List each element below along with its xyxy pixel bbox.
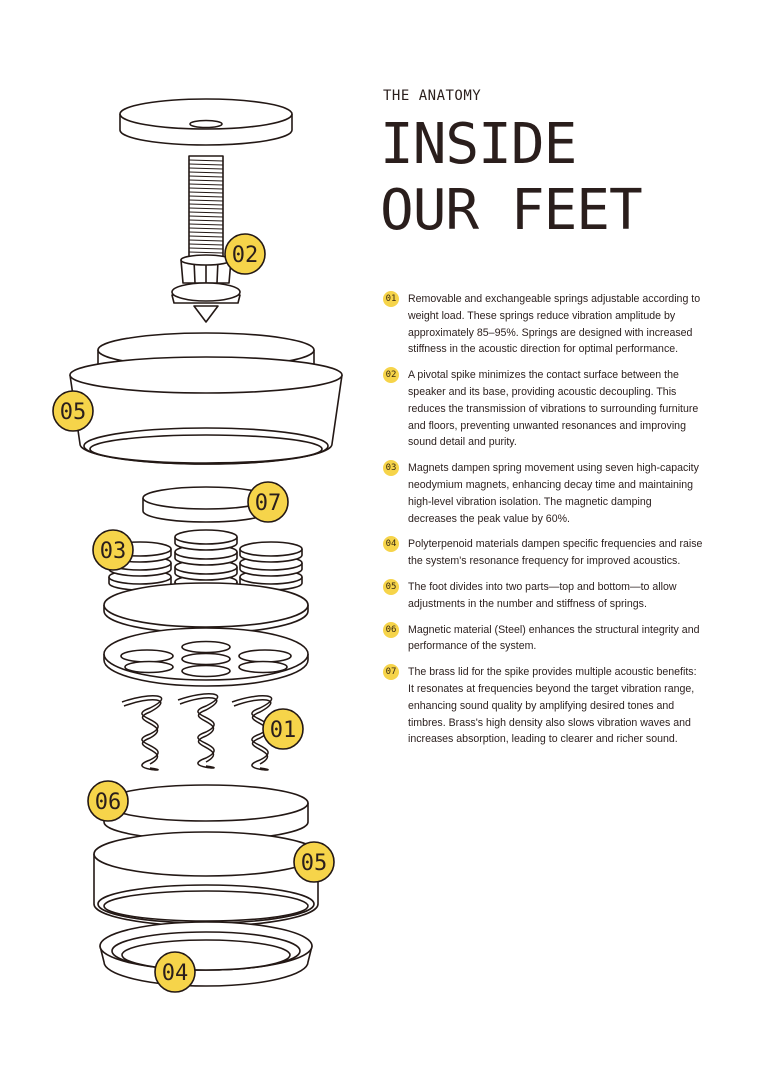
feature-text: Removable and exchangeable springs adjustable according to weight load. These springs reduce vibration amplitude by approximately 85–95%. Springs are designed with increased stiffness in the acoustic direction for optimal performance. xyxy=(408,293,701,356)
feature-text: The brass lid for the spike provides multiple acoustic benefits: It resonates at frequencies beyond the target vibration range, enhancing sound quality by amplifying desired tones and timbres. Brass's high density also slows vibration waves and increases absorption, leading to clearer and richer sound. xyxy=(408,666,697,746)
feature-item xyxy=(383,460,703,527)
feature-item xyxy=(383,536,703,570)
feature-number-badge: 01 xyxy=(383,291,399,307)
feature-number-badge: 07 xyxy=(383,664,399,680)
threaded-stud xyxy=(189,156,223,258)
feature-number-badge: 04 xyxy=(383,536,399,552)
feature-text: Magnets dampen spring movement using seven high-capacity neodymium magnets, enhancing decay time and maintaining high-level vibration isolation. The magnetic damping decreases the peak value by 60%. xyxy=(408,462,699,525)
magnet-plate xyxy=(104,583,308,633)
page-title xyxy=(380,112,642,244)
polyterpenoid-base xyxy=(100,922,312,986)
svg-text:07: 07 xyxy=(254,491,282,516)
feature-number-badge: 02 xyxy=(383,367,399,383)
springs xyxy=(122,694,272,770)
feature-text: A pivotal spike minimizes the contact surface between the speaker and its base, providing acoustic decoupling. This reduces the transmission of vibrations to surrounding furniture and floors, preventing unwanted resonances and improving sound detail and purity. xyxy=(408,369,699,449)
feature-item xyxy=(383,367,703,451)
feature-text: The foot divides into two parts—top and bottom—to allow adjustments in the number and stiffness of springs. xyxy=(408,580,677,610)
callout-03 xyxy=(93,530,133,570)
svg-text:04: 04 xyxy=(161,961,189,986)
callout-04 xyxy=(155,952,195,992)
spring-plate xyxy=(104,628,308,686)
feature-number-badge: 06 xyxy=(383,622,399,638)
feature-item xyxy=(383,579,703,613)
feature-number-badge: 05 xyxy=(383,579,399,595)
svg-text:01: 01 xyxy=(269,718,297,743)
bottom-housing xyxy=(94,832,318,926)
feature-number-badge: 03 xyxy=(383,460,399,476)
svg-text:02: 02 xyxy=(231,243,259,268)
top-cap-disc xyxy=(120,99,292,145)
feature-text: Polyterpenoid materials dampen specific frequencies and raise the system's resonance frequency for improved acoustics. xyxy=(408,538,703,568)
callout-05-top xyxy=(53,391,93,431)
svg-text:03: 03 xyxy=(99,539,127,564)
callout-01 xyxy=(263,709,303,749)
title-line-2: OUR FEET xyxy=(380,178,642,243)
section-eyebrow: THE ANATOMY xyxy=(383,88,482,104)
top-housing xyxy=(70,333,342,464)
svg-text:05: 05 xyxy=(59,400,87,425)
feature-item xyxy=(383,664,703,748)
feature-item xyxy=(383,622,703,656)
svg-text:05: 05 xyxy=(300,851,328,876)
callout-05-bottom xyxy=(294,842,334,882)
title-line-1: INSIDE xyxy=(380,112,577,177)
svg-text:06: 06 xyxy=(94,790,122,815)
exploded-diagram xyxy=(0,0,360,1086)
feature-item xyxy=(383,291,703,358)
callout-07 xyxy=(248,482,288,522)
feature-text: Magnetic material (Steel) enhances the structural integrity and performance of the system. xyxy=(408,623,700,653)
callout-06 xyxy=(88,781,128,821)
feature-list xyxy=(383,291,703,757)
callout-02 xyxy=(225,234,265,274)
